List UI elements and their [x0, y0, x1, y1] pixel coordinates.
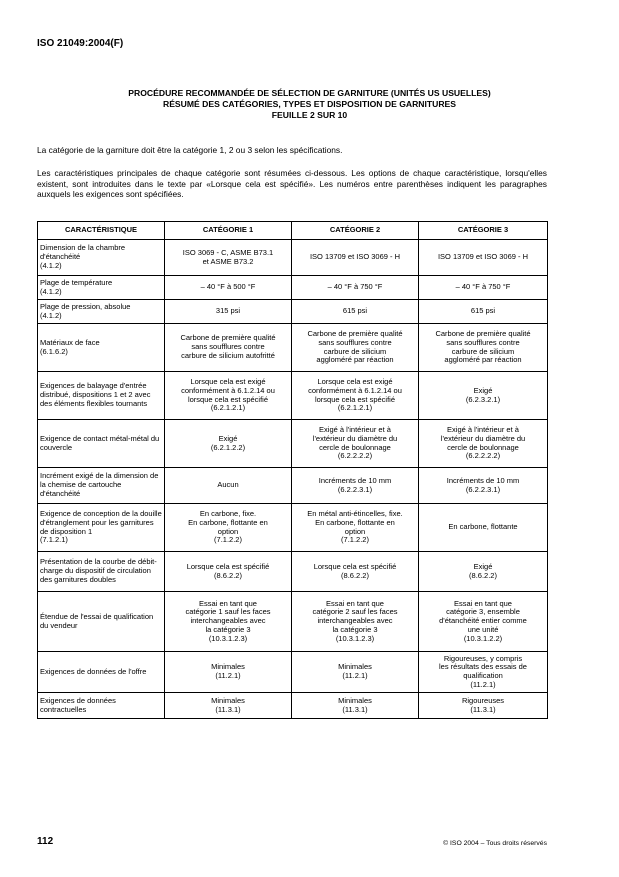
- category-cell: Lorsque cela est spécifié (8.6.2.2): [165, 552, 292, 592]
- column-header: CATÉGORIE 1: [165, 222, 292, 240]
- category-cell: 615 psi: [292, 300, 419, 324]
- category-cell: 315 psi: [165, 300, 292, 324]
- characteristic-cell: Dimension de la chambre d'étanchéité (4.1.2): [38, 240, 165, 276]
- characteristic-cell: Matériaux de face (6.1.6.2): [38, 324, 165, 372]
- table-row: [38, 372, 548, 420]
- category-cell: – 40 °F à 750 °F: [292, 276, 419, 300]
- characteristic-cell: Exigence de conception de la douille d'étranglement pour les garnitures de disposition 1 (7.1.2.1): [38, 504, 165, 552]
- table-row: [38, 324, 548, 372]
- category-cell: Exigé (6.2.3.2.1): [419, 372, 548, 420]
- title-line-2: RÉSUMÉ DES CATÉGORIES, TYPES ET DISPOSITION DE GARNITURES: [162, 99, 457, 109]
- category-cell: Carbone de première qualité sans soufflures contre carbure de silicium aggloméré par réaction: [419, 324, 548, 372]
- characteristic-cell: Présentation de la courbe de débit-charge du dispositif de circulation des garnitures doubles: [38, 552, 165, 592]
- category-cell: ISO 13709 et ISO 3069 - H: [419, 240, 548, 276]
- category-cell: Essai en tant que catégorie 1 sauf les faces interchangeables avec la catégorie 3 (10.3.1.2.3): [165, 592, 292, 652]
- table-row: [38, 468, 548, 504]
- category-cell: Lorsque cela est exigé conformément à 6.1.2.14 ou lorsque cela est spécifié (6.2.1.2.1): [292, 372, 419, 420]
- category-cell: Exigé (8.6.2.2): [419, 552, 548, 592]
- characteristic-cell: Incrément exigé de la dimension de la chemise de cartouche d'étanchéité: [38, 468, 165, 504]
- characteristic-cell: Étendue de l'essai de qualification du vendeur: [38, 592, 165, 652]
- intro-paragraph: La catégorie de la garniture doit être la catégorie 1, 2 ou 3 selon les spécifications.: [37, 145, 343, 155]
- category-cell: Minimales (11.3.1): [165, 693, 292, 719]
- category-cell: Essai en tant que catégorie 3, ensemble d'étanchéité entier comme une unité (10.3.1.2.2): [419, 592, 548, 652]
- characteristic-cell: Plage de température (4.1.2): [38, 276, 165, 300]
- page-title: [37, 88, 582, 121]
- category-cell: Exigé (6.2.1.2.2): [165, 420, 292, 468]
- characteristic-cell: Exigence de contact métal-métal du couvercle: [38, 420, 165, 468]
- table-row: [38, 504, 548, 552]
- title-line-1: PROCÉDURE RECOMMANDÉE DE SÉLECTION DE GARNITURE (UNITÉS US USUELLES): [128, 88, 491, 98]
- category-cell: Incréments de 10 mm (6.2.2.3.1): [419, 468, 548, 504]
- column-header: CATÉGORIE 2: [292, 222, 419, 240]
- category-cell: ISO 3069 - C, ASME B73.1 et ASME B73.2: [165, 240, 292, 276]
- category-cell: En carbone, fixe. En carbone, flottante en option (7.1.2.2): [165, 504, 292, 552]
- category-cell: Lorsque cela est spécifié (8.6.2.2): [292, 552, 419, 592]
- characteristic-cell: Plage de pression, absolue (4.1.2): [38, 300, 165, 324]
- table-row: [38, 592, 548, 652]
- category-cell: Carbone de première qualité sans soufflures contre carbure de silicium autofritté: [165, 324, 292, 372]
- category-cell: En carbone, flottante: [419, 504, 548, 552]
- category-cell: Minimales (11.3.1): [292, 693, 419, 719]
- category-cell: – 40 °F à 750 °F: [419, 276, 548, 300]
- summary-paragraph: Les caractéristiques principales de chaque catégorie sont résumées ci-dessous. Les options de chaque caractéristique, lorsqu'elles existent, sont introduites dans le texte par «Lorsque cela est spécifié». Les numéros entre parenthèses indiquent les paragraphes auxquels les exigences sont spécifiées.: [37, 168, 547, 200]
- seal-category-table: [37, 221, 548, 719]
- category-cell: – 40 °F à 500 °F: [165, 276, 292, 300]
- category-cell: 615 psi: [419, 300, 548, 324]
- category-cell: Exigé à l'intérieur et à l'extérieur du diamètre du cercle de boulonnage (6.2.2.2.2): [419, 420, 548, 468]
- category-cell: Rigoureuses (11.3.1): [419, 693, 548, 719]
- characteristic-cell: Exigences de balayage d'entrée distribué, dispositions 1 et 2 avec des éléments flexibles tournants: [38, 372, 165, 420]
- copyright-notice: © ISO 2004 – Tous droits réservés: [443, 840, 547, 847]
- characteristic-cell: Exigences de données de l'offre: [38, 652, 165, 693]
- table-row: [38, 240, 548, 276]
- category-cell: Exigé à l'intérieur et à l'extérieur du diamètre du cercle de boulonnage (6.2.2.2.2): [292, 420, 419, 468]
- column-header: CARACTÉRISTIQUE: [38, 222, 165, 240]
- table-row: [38, 693, 548, 719]
- table-header-row: [38, 222, 548, 240]
- category-cell: Aucun: [165, 468, 292, 504]
- table-row: [38, 300, 548, 324]
- table-row: [38, 552, 548, 592]
- title-line-3: FEUILLE 2 SUR 10: [271, 110, 348, 120]
- category-cell: En métal anti-étincelles, fixe. En carbone, flottante en option (7.1.2.2): [292, 504, 419, 552]
- category-cell: Essai en tant que catégorie 2 sauf les faces interchangeables avec la catégorie 3 (10.3.1.2.3): [292, 592, 419, 652]
- category-cell: Minimales (11.2.1): [165, 652, 292, 693]
- table-row: [38, 652, 548, 693]
- category-cell: Lorsque cela est exigé conformément à 6.1.2.14 ou lorsque cela est spécifié (6.2.1.2.1): [165, 372, 292, 420]
- category-cell: Rigoureuses, y compris les résultats des essais de qualification (11.2.1): [419, 652, 548, 693]
- category-cell: Incréments de 10 mm (6.2.2.3.1): [292, 468, 419, 504]
- characteristic-cell: Exigences de données contractuelles: [38, 693, 165, 719]
- table-row: [38, 276, 548, 300]
- category-cell: ISO 13709 et ISO 3069 - H: [292, 240, 419, 276]
- column-header: CATÉGORIE 3: [419, 222, 548, 240]
- category-cell: Carbone de première qualité sans soufflures contre carbure de silicium aggloméré par réaction: [292, 324, 419, 372]
- table-row: [38, 420, 548, 468]
- category-cell: Minimales (11.2.1): [292, 652, 419, 693]
- standard-id: ISO 21049:2004(F): [37, 38, 124, 49]
- page-number: 112: [37, 836, 54, 847]
